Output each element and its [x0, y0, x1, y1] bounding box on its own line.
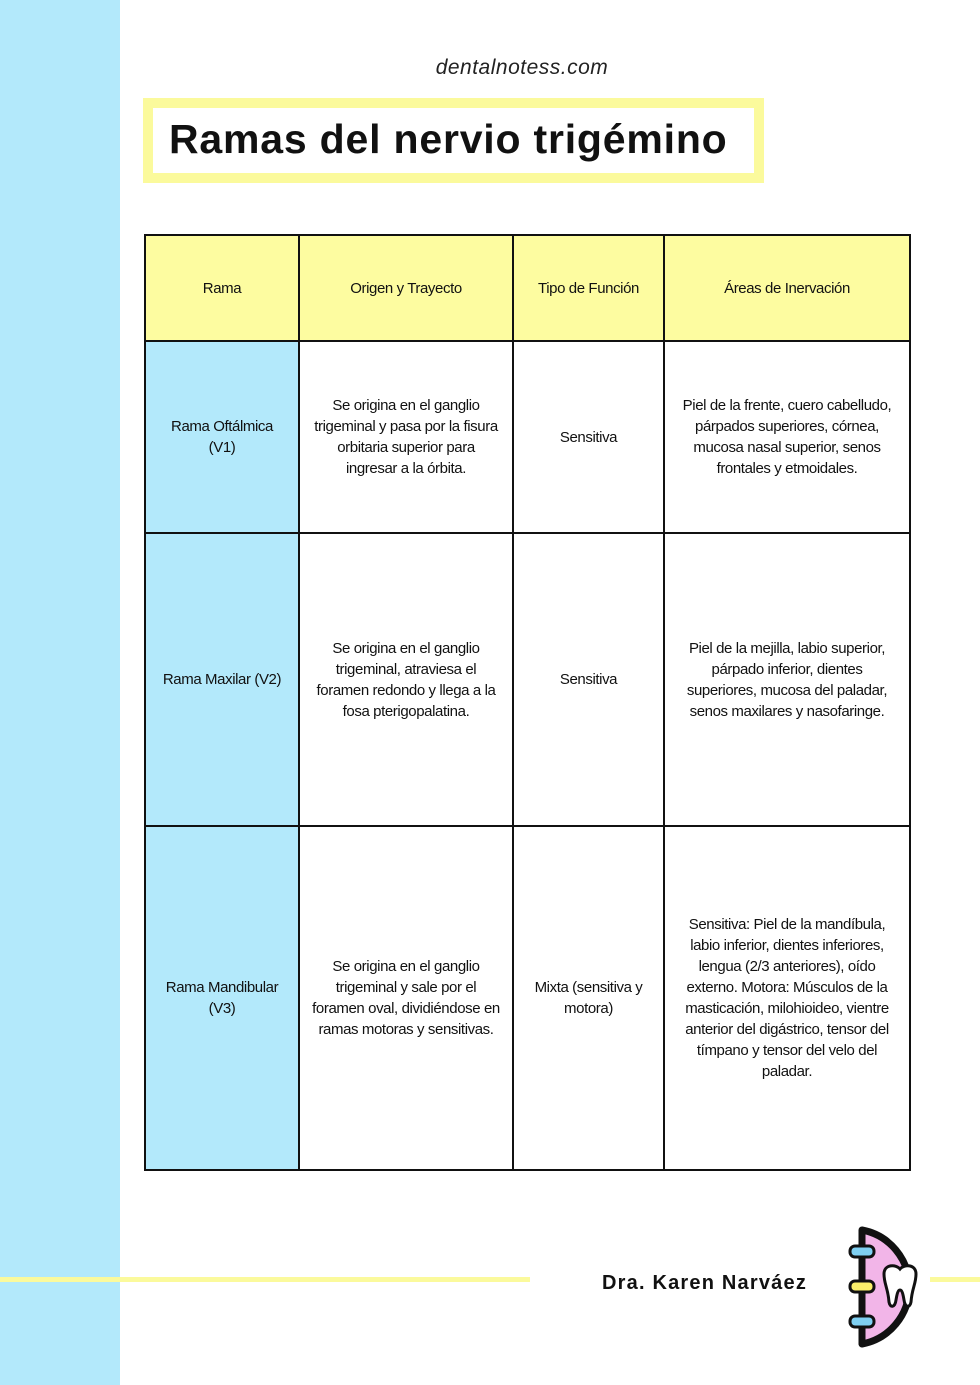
table-row — [145, 533, 910, 826]
funcion-cell: Sensitiva — [513, 533, 664, 826]
origen-cell: Se origina en el ganglio trigeminal, atraviesa el foramen redondo y llega a la fosa pterigopalatina. — [299, 533, 513, 826]
title-box — [143, 98, 764, 183]
header-cell: Áreas de Inervación — [664, 235, 910, 341]
table-header-row — [145, 235, 910, 341]
page-title: Ramas del nervio trigémino — [169, 116, 728, 162]
areas-cell: Sensitiva: Piel de la mandíbula, labio inferior, dientes inferiores, lengua (2/3 anteriores), oído externo. Motora: Músculos de la masticación, milohioideo, vientre anterior del digástrico, tensor del tímpano y tensor del velo del paladar. — [664, 826, 910, 1170]
author-name: Dra. Karen Narváez — [602, 1272, 808, 1294]
table-row — [145, 341, 910, 533]
origen-cell: Se origina en el ganglio trigeminal y sale por el foramen oval, dividiéndose en ramas motoras y sensitivas. — [299, 826, 513, 1170]
rama-cell: Rama Maxilar (V2) — [145, 533, 299, 826]
header-cell: Origen y Trayecto — [299, 235, 513, 341]
table-row — [145, 826, 910, 1170]
areas-cell: Piel de la frente, cuero cabelludo, párpados superiores, córnea, mucosa nasal superior, senos frontales y etmoidales. — [664, 341, 910, 533]
origen-cell: Se origina en el ganglio trigeminal y pasa por la fisura orbitaria superior para ingresar a la órbita. — [299, 341, 513, 533]
site-url: dentalnotess.com — [435, 56, 609, 79]
tooth-logo-icon — [840, 1224, 940, 1350]
areas-cell: Piel de la mejilla, labio superior, párpado inferior, dientes superiores, mucosa del paladar, senos maxilares y nasofaringe. — [664, 533, 910, 826]
header-cell: Rama — [145, 235, 299, 341]
rama-cell: Rama Oftálmica (V1) — [145, 341, 299, 533]
sidebar-band — [0, 0, 120, 1385]
header-cell: Tipo de Función — [513, 235, 664, 341]
rama-cell: Rama Mandibular (V3) — [145, 826, 299, 1170]
funcion-cell: Sensitiva — [513, 341, 664, 533]
footer-line-left — [0, 1277, 530, 1282]
nerve-table — [144, 234, 911, 1171]
funcion-cell: Mixta (sensitiva y motora) — [513, 826, 664, 1170]
